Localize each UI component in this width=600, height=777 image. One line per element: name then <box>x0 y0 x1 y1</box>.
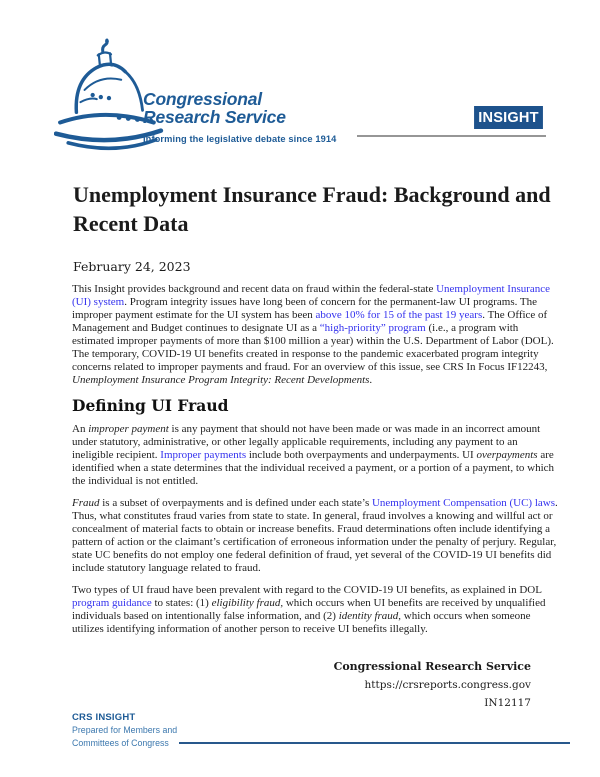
header-rule <box>357 135 546 137</box>
inline-link[interactable]: above 10% for 15 of the past 19 years <box>315 309 483 321</box>
logo-name-line1: Congressional <box>143 89 262 109</box>
inline-link[interactable]: “high-priority” program <box>319 322 426 334</box>
paragraph <box>72 423 559 488</box>
body-text: . The Office of Management and Budget continues to designate UI as a <box>72 309 548 334</box>
logo-name-line2: Research Service <box>143 107 286 127</box>
footer-rule <box>179 742 570 744</box>
italic-text: overpayments <box>476 449 538 461</box>
section-heading: Defining UI Fraud <box>72 396 229 415</box>
document-body <box>72 283 559 645</box>
body-text: Two types of UI fraud have been prevalent with regard to the COVID-19 UI benefits, as explained in DOL <box>72 584 542 596</box>
italic-text: identity fraud <box>338 610 399 622</box>
body-text: to states: (1) <box>151 597 212 609</box>
body-text: . <box>369 374 373 386</box>
footer-right-block <box>334 657 531 712</box>
footer-left-block <box>72 711 177 749</box>
inline-link[interactable]: Unemployment Compensation (UC) laws <box>371 497 555 509</box>
body-text: , which occurs when someone utilizes identifying information of another person to receive UI benefits illegally. <box>72 610 531 635</box>
body-text: is any payment that should not have been made or was made in an incorrect amount under statutory, administrative, or other legally applicable requirements, including any payment to an ineligible recipient. <box>72 423 541 461</box>
footer-prepared-line2: Committees of Congress <box>72 737 169 748</box>
logo-tagline: Informing the legislative debate since 1914 <box>143 134 337 144</box>
body-text: An <box>72 423 89 435</box>
page-title: Unemployment Insurance Fraud: Background and Recent Data <box>73 182 551 236</box>
italic-text: Unemployment Insurance Program Integrity: Recent Developments <box>72 374 370 386</box>
paragraph <box>72 584 559 636</box>
footer-url-link[interactable]: https://crsreports.congress.gov <box>364 679 531 691</box>
body-text: . Thus, what constitutes fraud varies from state to state. In general, fraud involves a knowing and willful act or concealment of material facts to obtain or increase benefits. Fraud determinations often include identifying a pattern of action or the claimant’s certification of erroneous information under the penalty of perjury. Regular, state UC benefits do not employ one federal definition of fraud, yet several of the COVID-19 UI benefits did include statutory language related to fraud. <box>72 497 558 574</box>
body-text: . Program integrity issues have long been of concern for the permanent-law UI programs. The improper payment estimate for the UI system has been <box>72 296 538 321</box>
italic-text: Fraud <box>72 497 100 509</box>
inline-link[interactable]: Unemployment Insurance (UI) system <box>72 283 551 308</box>
intro-paragraph <box>72 283 559 387</box>
italic-text: improper payment <box>88 423 169 435</box>
italic-text: eligibility fraud, <box>211 597 284 609</box>
body-text: include both overpayments and underpayments. UI <box>246 449 477 461</box>
inline-link[interactable]: Improper payments <box>160 449 247 461</box>
inline-link[interactable]: program guidance <box>72 597 152 609</box>
footer-prepared-line1: Prepared for Members and <box>72 725 178 735</box>
body-text: (i.e., a program with estimated improper payments of more than $100 million a year) within the U.S. Department of Labor (DOL). The temporary, COVID-19 UI benefits created in response to the pandemic exacerbated program integrity concerns related to improper payments and fraud. For an overview of this issue, see CRS In Focus IF12243, <box>72 322 554 373</box>
footer-org-name: Congressional Research Service <box>333 660 531 673</box>
body-text: This Insight provides background and recent data on fraud within the federal-state <box>72 283 437 295</box>
footer-doc-id: IN12117 <box>484 697 531 709</box>
crs-logo-wordmark <box>143 90 336 148</box>
insight-badge: INSIGHT <box>474 106 543 129</box>
body-text: which occurs when UI benefits are received by unqualified individuals based on intentionally false information, and (2) <box>72 597 546 622</box>
footer-product-label: CRS INSIGHT <box>72 712 136 723</box>
publication-date: February 24, 2023 <box>73 259 191 274</box>
body-text: is a subset of overpayments and is defined under each state’s <box>99 497 372 509</box>
body-text: are identified when a state determines that the individual received a payment, or a portion of a payment, to which the individual is not entitled. <box>72 449 555 487</box>
paragraph <box>72 497 559 575</box>
